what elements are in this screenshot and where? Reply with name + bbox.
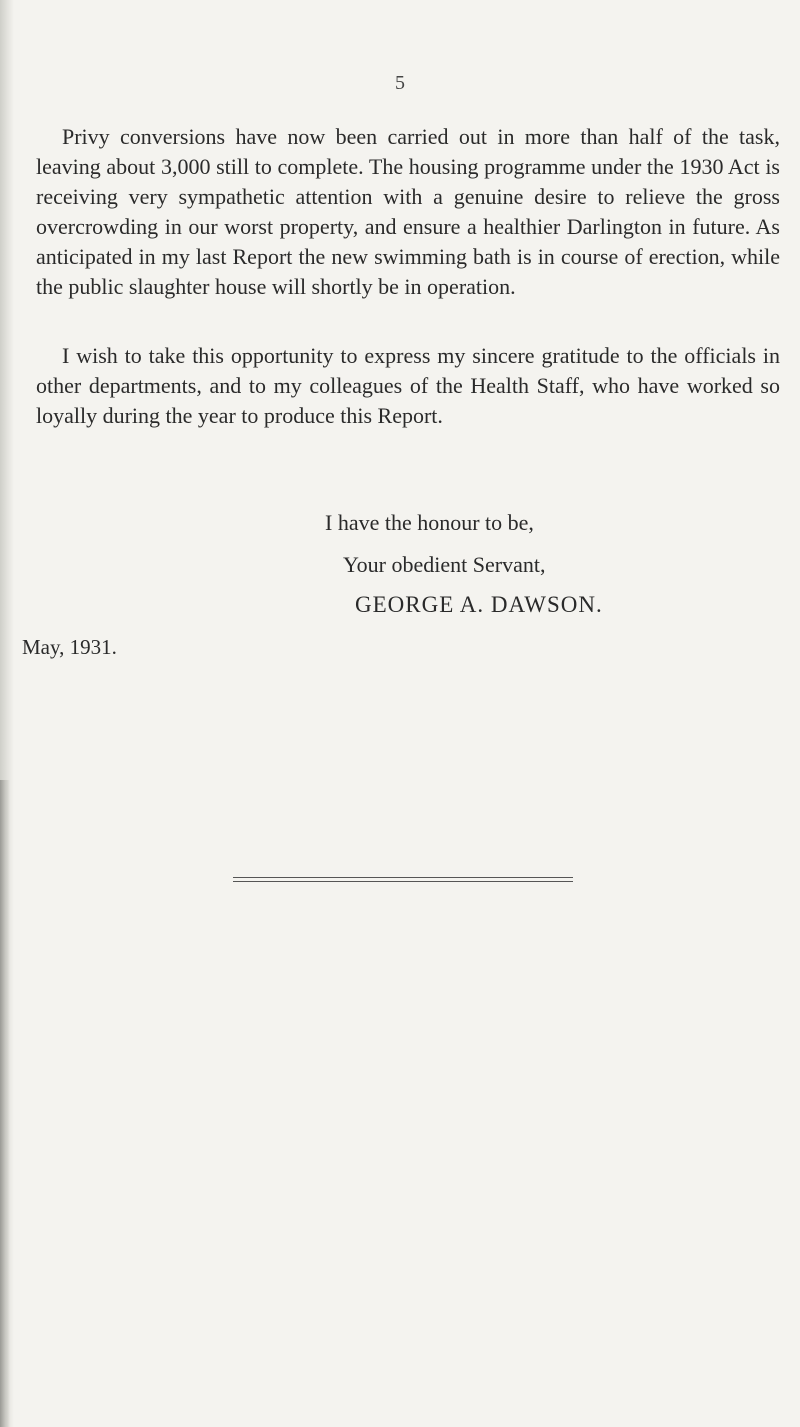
end-rule-top <box>233 877 573 878</box>
end-rule-bottom <box>233 881 573 882</box>
date: May, 1931. <box>22 635 117 659</box>
page-number: 5 <box>395 72 405 94</box>
paragraph-gratitude <box>36 341 780 431</box>
paragraph-2-text: I wish to take this opportunity to express my sincere gratitude to the officials in other departments, and to my colleagues of the Health Staff, who have worked so loyally during the year to produce this Report. <box>36 343 780 428</box>
paragraph-1-text: Privy conversions have now been carried out in more than half of the task, leaving about 3,000 still to complete. The housing programme under the 1930 Act is receiving very sympathetic attention with a genuine desire to relieve the gross overcrowding in our worst property, and ensure a healthier Darlington in future. As anticipated in my last Report the new swimming bath is in course of erection, while the public slaughter house will shortly be in operation. <box>36 124 780 299</box>
closing-salutation: I have the honour to be, <box>325 510 534 535</box>
closing-servant: Your obedient Servant, <box>343 552 546 577</box>
signature: GEORGE A. DAWSON. <box>355 592 603 617</box>
paragraph-conversions <box>36 122 780 302</box>
binding-shadow-lower <box>0 780 10 1427</box>
